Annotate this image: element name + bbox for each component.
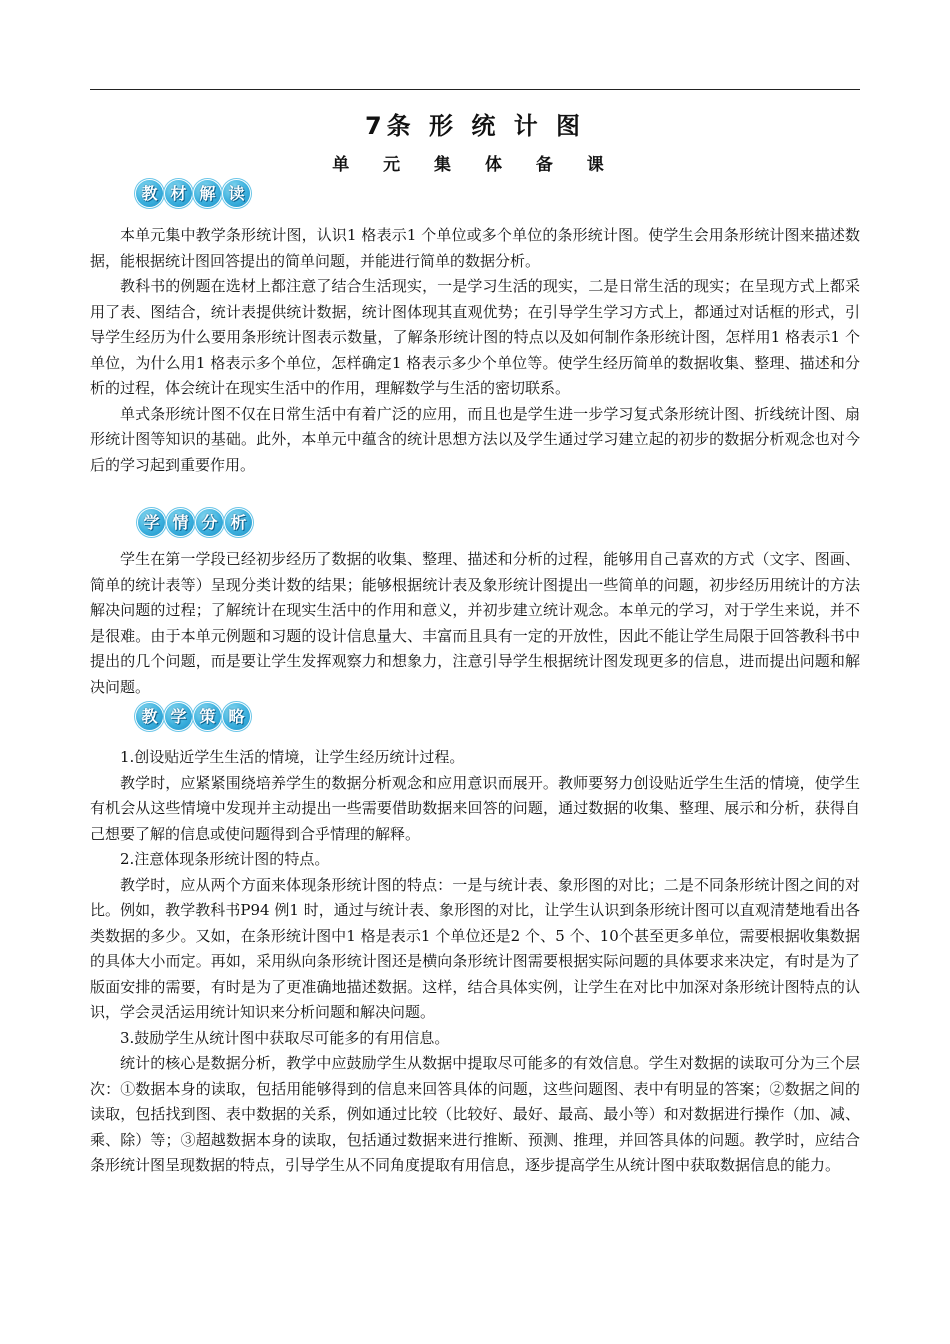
paragraph: 单式条形统计图不仅在日常生活中有着广泛的应用，而且也是学生进一步学习复式条形统计图、折线统计图、扇形统计图等知识的基础。此外，本单元中蕴含的统计思想方法以及学生通过学习建立起的初步的数据分析观念也对今后的学习起到重要作用。 (90, 404, 860, 474)
section-badge-students (138, 507, 252, 537)
badge-char: 学 (165, 703, 192, 730)
badge-char: 教 (136, 703, 163, 730)
section-badge-textbook (136, 178, 250, 208)
badge-char: 教 (136, 180, 163, 207)
paragraph: 统计的核心是数据分析，教学中应鼓励学生从数据中提取尽可能多的有效信息。学生对数据的读取可分为三个层次：①数据本身的读取，包括用能够得到的信息来回答具体的问题，这些问题图、表中有明显的答案；②数据之间的读取，包括找到图、表中数据的关系，例如通过比较（比较好、最好、最高、最小等）和对数据进行操作（加、减、乘、除）等；③超越数据本身的读取，包括通过数据来进行推断、预测、推理，并回答具体的问题。教学时，应结合条形统计图呈现数据的特点，引导学生从不同角度提取有用信息，逐步提高学生从统计图中获取数据信息的能力。 (90, 1054, 860, 1174)
paragraph: 教学时，应从两个方面来体现条形统计图的特点：一是与统计表、象形图的对比；二是不同条形统计图之间的对比。例如，教学教科书P94 例1 时，通过与统计表、象形图的对比，让学生认识到条形统计图可以直观清楚地看出各类数据的多少。又如，在条形统计图中1 格是表示1 个单位还是2 个、5 个、10个甚至更多单位，需要根据收集数据的具体大小而定。再如，采用纵向条形统计图还是横向条形统计图需要根据实际问题的具体要求来决定，有时是为了版面安排的需要，有时是为了更准确地描述数据。这样，结合具体实例，让学生在对比中加深对条形统计图特点的认识，学会灵活运用统计知识来分析问题和解决问题。 (90, 875, 860, 1021)
section-strategy (90, 745, 860, 1179)
badge-char: 策 (194, 703, 221, 730)
badge-char: 略 (223, 703, 250, 730)
badge-char: 学 (138, 509, 165, 536)
badge-char: 情 (167, 509, 194, 536)
paragraph: 教科书的例题在选材上都注意了结合生活现实，一是学习生活的现实，二是日常生活的现实；在呈现方式上都采用了表、图结合，统计表提供统计数据，统计图体现其直观优势；在引导学生学习方式上，都通过对话框的形式，引导学生经历为什么要用条形统计图表示数量，了解条形统计图的特点以及如何制作条形统计图，怎样用1 格表示1 个单位，为什么用1 格表示多个单位，怎样确定1 格表示多少个单位等。使学生经历简单的数据收集、整理、描述和分析的过程，体会统计在现实生活中的作用，理解数学与生活的密切联系。 (90, 277, 860, 397)
badge-char: 分 (196, 509, 223, 536)
badge-char: 解 (194, 180, 221, 207)
badge-char: 材 (165, 180, 192, 207)
page-title: 7条 形 统 计 图 (364, 112, 586, 140)
section-badge-strategy (136, 701, 250, 731)
paragraph: 教学时，应紧紧围绕培养学生的数据分析观念和应用意识而展开。教师要努力创设贴近学生生活的情境，使学生有机会从这些情境中发现并主动提出一些需要借助数据来回答的问题，通过数据的收集、整理、展示和分析，获得自己想要了解的信息或使问题得到合乎情理的解释。 (90, 773, 860, 843)
badge-char: 析 (225, 509, 252, 536)
section-students (90, 547, 860, 700)
strategy-heading-1: 1.创设贴近学生生活的情境，让学生经历统计过程。 (120, 748, 465, 766)
header-rule (90, 89, 860, 90)
paragraph: 学生在第一学段已经初步经历了数据的收集、整理、描述和分析的过程，能够用自己喜欢的方式（文字、图画、简单的统计表等）呈现分类计数的结果；能够根据统计表及象形统计图提出一些简单的问题，初步经历用统计的方法解决问题的过程；了解统计在现实生活中的作用和意义，并初步建立统计观念。本单元的学习，对于学生来说，并不是很难。由于本单元例题和习题的设计信息量大、丰富而且具有一定的开放性，因此不能让学生局限于回答教科书中提出的几个问题，而是要让学生发挥观察力和想象力，注意引导学生根据统计图发现更多的信息，进而提出问题和解决问题。 (90, 550, 860, 696)
strategy-heading-2: 2.注意体现条形统计图的特点。 (120, 850, 330, 868)
page-subtitle: 单 元 集 体 备 课 (332, 155, 618, 175)
section-textbook (90, 223, 860, 478)
strategy-heading-3: 3.鼓励学生从统计图中获取尽可能多的有用信息。 (120, 1028, 450, 1047)
paragraph: 本单元集中教学条形统计图，认识1 格表示1 个单位或多个单位的条形统计图。使学生会用条形统计图来描述数据，能根据统计图回答提出的简单问题，并能进行简单的数据分析。 (90, 226, 860, 270)
badge-char: 读 (223, 180, 250, 207)
